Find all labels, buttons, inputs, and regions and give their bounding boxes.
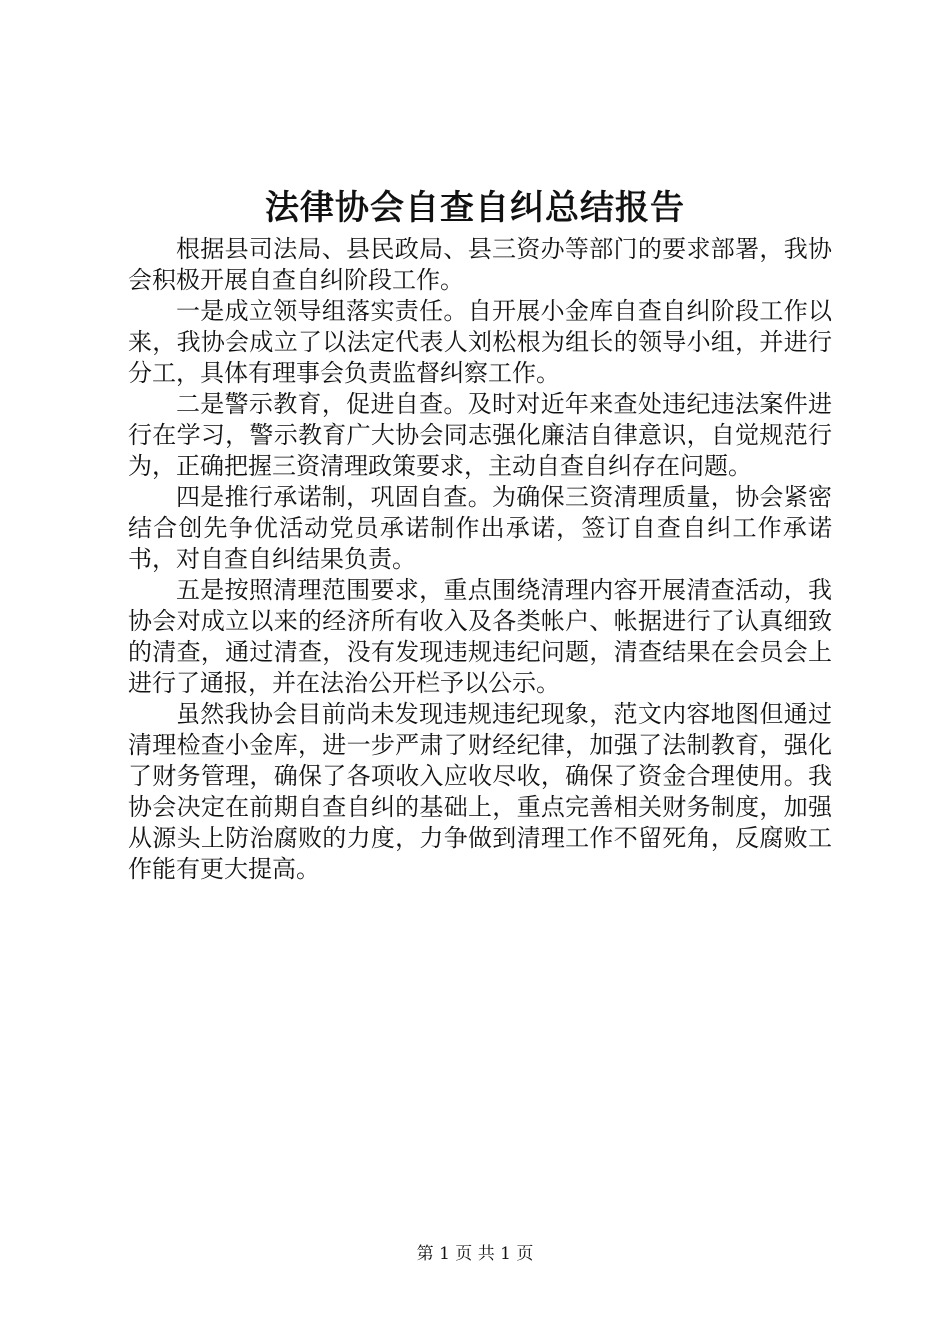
page-footer: 第 1 页 共 1 页 — [416, 1244, 534, 1264]
paragraph-conclusion: 虽然我协会目前尚未发现违规违纪现象，范文内容地图但通过清理检查小金库，进一步严肃了财经纪律，加强了法制教育，强化了财务管理，确保了各项收入应收尽收，确保了资金合理使用。我协会决定在前期自查自纠的基础上，重点完善相关财务制度，加强从源头上防治腐败的力度，力争做到清理工作不留死角，反腐败工作能有更大提高。 — [128, 700, 832, 883]
paragraph-commitment-system: 四是推行承诺制，巩固自查。为确保三资清理质量，协会紧密结合创先争优活动党员承诺制作出承诺，签订自查自纠工作承诺书，对自查自纠结果负责。 — [128, 483, 832, 573]
paragraph-warning-education: 二是警示教育，促进自查。及时对近年来查处违纪违法案件进行在学习，警示教育广大协会同志强化廉洁自律意识，自觉规范行为，正确把握三资清理政策要求，主动自查自纠存在问题。 — [128, 390, 832, 480]
paragraph-inspection-scope: 五是按照清理范围要求，重点围绕清理内容开展清查活动，我协会对成立以来的经济所有收入及各类帐户、帐据进行了认真细致的清查，通过清查，没有发现违规违纪问题，清查结果在会员会上进行了通报，并在法治公开栏予以公示。 — [128, 576, 832, 697]
paragraph-leadership-group: 一是成立领导组落实责任。自开展小金库自查自纠阶段工作以来，我协会成立了以法定代表人刘松根为组长的领导小组，并进行分工，具体有理事会负责监督纠察工作。 — [128, 297, 832, 387]
document-title: 法律协会自查自纠总结报告 — [265, 188, 685, 228]
document-body — [128, 234, 832, 885]
paragraph-intro: 根据县司法局、县民政局、县三资办等部门的要求部署，我协会积极开展自查自纠阶段工作。 — [128, 235, 832, 294]
